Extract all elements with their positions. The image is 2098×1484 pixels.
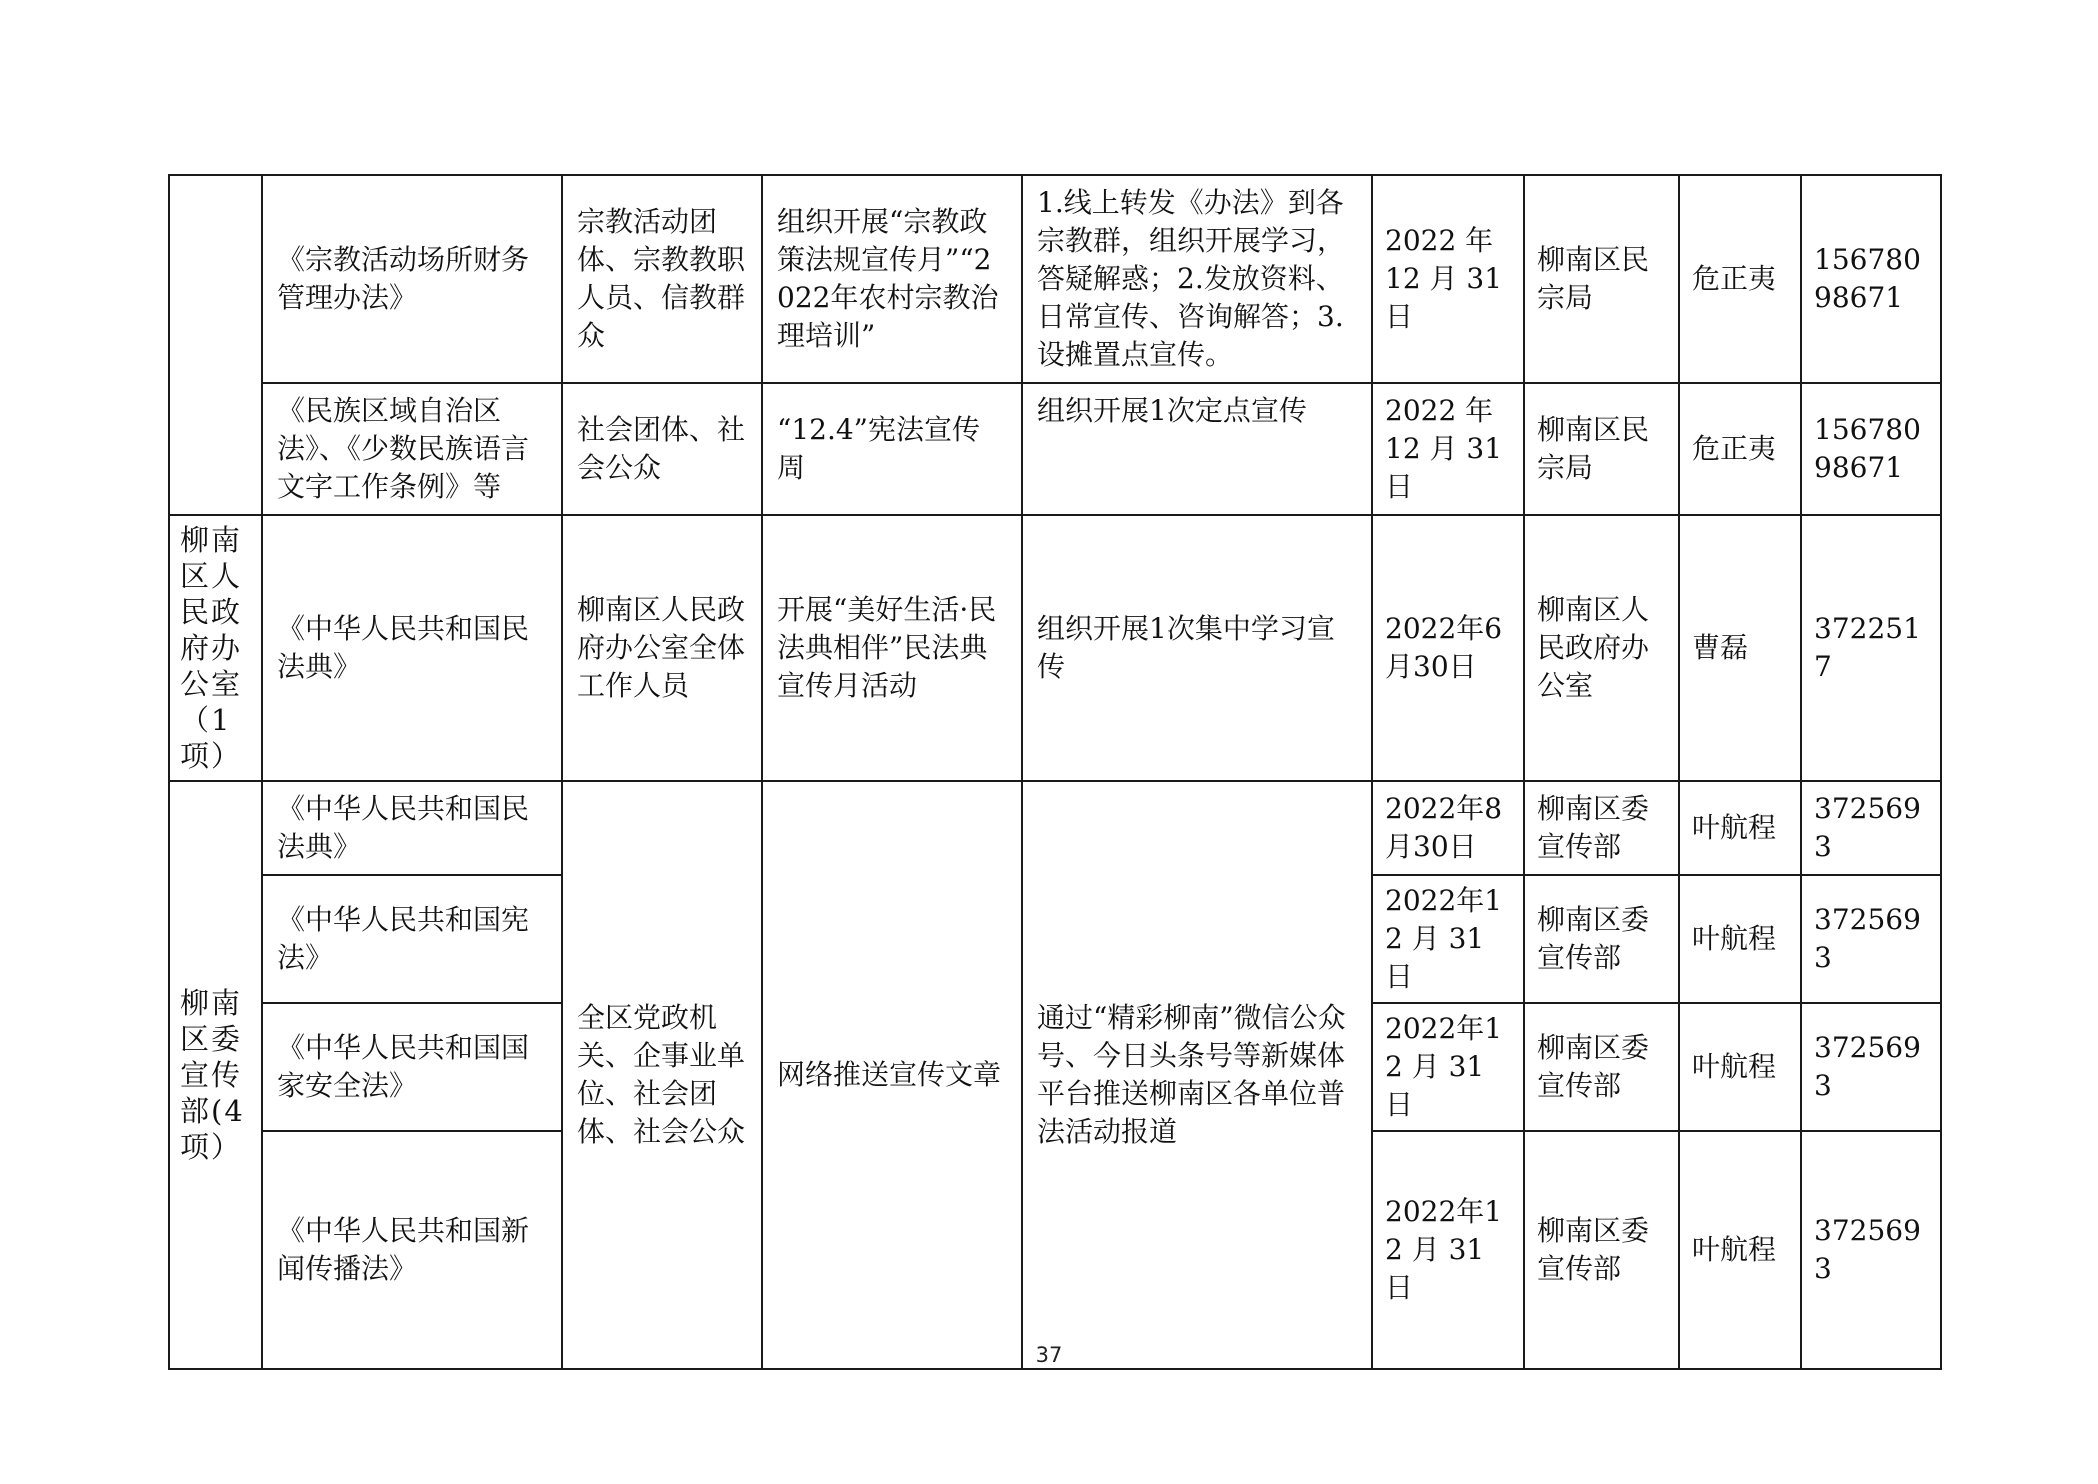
person-cell: 曹磊 [1679,515,1801,781]
activity-cell: “12.4”宪法宣传周 [762,383,1022,515]
unit-cell: 柳南区民宗局 [1524,383,1679,515]
person-cell: 叶航程 [1679,1003,1801,1131]
date-cell: 2022年12 月 31 日 [1372,1131,1524,1369]
date-cell: 2022 年 12 月 31 日 [1372,175,1524,383]
audience-cell: 柳南区人民政府办公室全体工作人员 [562,515,762,781]
person-cell: 危正夷 [1679,383,1801,515]
phone-cell: 3722517 [1801,515,1941,781]
phone-cell: 15678098671 [1801,383,1941,515]
unit-cell: 柳南区委宣传部 [1524,1003,1679,1131]
dept-cell: 柳南区委宣传部(4项） [169,781,262,1369]
phone-cell: 3725693 [1801,1003,1941,1131]
person-cell: 叶航程 [1679,1131,1801,1369]
unit-cell: 柳南区委宣传部 [1524,781,1679,875]
dept-cell-empty [169,175,262,515]
person-cell: 危正夷 [1679,175,1801,383]
dept-cell: 柳南区人民政府办公室（1项） [169,515,262,781]
unit-cell: 柳南区民宗局 [1524,175,1679,383]
activity-cell: 组织开展“宗教政策法规宣传月”“2022年农村宗教治理培训” [762,175,1022,383]
phone-cell: 15678098671 [1801,175,1941,383]
activity-cell: 网络推送宣传文章 [762,781,1022,1369]
method-cell: 组织开展1次定点宣传 [1022,383,1372,515]
table-row [169,515,1941,781]
date-cell: 2022年8月30日 [1372,781,1524,875]
law-cell: 《中华人民共和国国家安全法》 [262,1003,562,1131]
law-cell: 《民族区域自治区法》、《少数民族语言文字工作条例》等 [262,383,562,515]
date-cell: 2022年12 月 31 日 [1372,875,1524,1003]
phone-cell: 3725693 [1801,781,1941,875]
law-cell: 《中华人民共和国新闻传播法》 [262,1131,562,1369]
law-cell: 《宗教活动场所财务管理办法》 [262,175,562,383]
publicity-plan-table [168,174,1942,1370]
method-cell: 1.线上转发《办法》到各宗教群，组织开展学习，答疑解惑；2.发放资料、日常宣传、咨询解答；3.设摊置点宣传。 [1022,175,1372,383]
table-row [169,781,1941,875]
audience-cell: 全区党政机关、企事业单位、社会团体、社会公众 [562,781,762,1369]
person-cell: 叶航程 [1679,875,1801,1003]
phone-cell: 3725693 [1801,875,1941,1003]
person-cell: 叶航程 [1679,781,1801,875]
unit-cell: 柳南区委宣传部 [1524,875,1679,1003]
law-cell: 《中华人民共和国宪法》 [262,875,562,1003]
audience-cell: 社会团体、社会公众 [562,383,762,515]
law-cell: 《中华人民共和国民法典》 [262,781,562,875]
table-row [169,175,1941,383]
audience-cell: 宗教活动团体、宗教教职人员、信教群众 [562,175,762,383]
date-cell: 2022年6月30日 [1372,515,1524,781]
date-cell: 2022 年 12 月 31 日 [1372,383,1524,515]
table-row [169,383,1941,515]
method-cell: 通过“精彩柳南”微信公众号、今日头条号等新媒体平台推送柳南区各单位普法活动报道 [1022,781,1372,1369]
method-cell: 组织开展1次集中学习宣传 [1022,515,1372,781]
law-cell: 《中华人民共和国民法典》 [262,515,562,781]
page-number: 37 [1035,1343,1063,1367]
unit-cell: 柳南区委宣传部 [1524,1131,1679,1369]
date-cell: 2022年12 月 31 日 [1372,1003,1524,1131]
activity-cell: 开展“美好生活·民法典相伴”民法典宣传月活动 [762,515,1022,781]
phone-cell: 3725693 [1801,1131,1941,1369]
unit-cell: 柳南区人民政府办公室 [1524,515,1679,781]
